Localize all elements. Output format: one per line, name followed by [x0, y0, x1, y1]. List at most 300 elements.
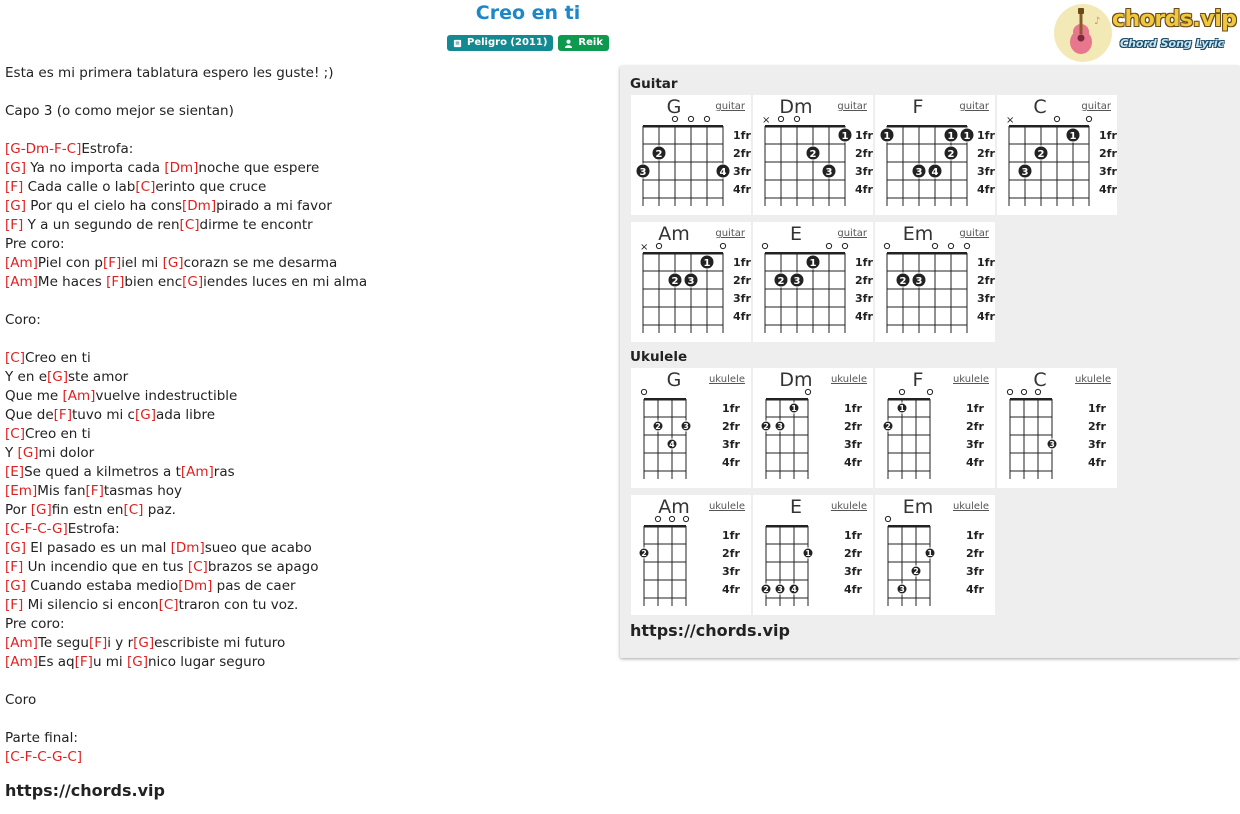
muted-string-marker: × [762, 115, 771, 126]
lyric-text: Estrofa: [67, 521, 120, 537]
finger-number: 4 [931, 167, 939, 178]
chord-link[interactable]: [G-Dm-F-C] [5, 141, 82, 157]
guitar-chord-link[interactable]: guitar [715, 101, 745, 112]
fret-label: 3fr [977, 292, 995, 305]
finger-number: 1 [1069, 131, 1077, 142]
ukulele-chord-link[interactable]: ukulele [830, 374, 867, 385]
lyric-text: Te segu [37, 635, 89, 651]
fret-label: 3fr [966, 565, 984, 578]
finger-number: 2 [763, 422, 769, 431]
guitar-chord-link[interactable]: guitar [959, 101, 989, 112]
finger-number: 2 [899, 276, 907, 287]
fret-label: 3fr [966, 438, 984, 451]
fret-label: 4fr [733, 183, 751, 196]
finger-number: 3 [793, 276, 801, 287]
lyric-text: ras [213, 464, 235, 480]
lyric-line [5, 634, 605, 653]
finger-number: 3 [915, 276, 923, 287]
fret-label: 3fr [1099, 165, 1117, 178]
ukulele-chord-diagram-em[interactable] [875, 495, 995, 615]
song-badges [0, 35, 1056, 51]
finger-number: 2 [947, 149, 955, 160]
lyric-text: dirme te encontr [199, 217, 313, 233]
chord-link[interactable]: [C] [5, 350, 25, 366]
fret-label: 1fr [844, 402, 862, 415]
chord-name: Em [902, 496, 934, 518]
chord-name: E [789, 496, 802, 518]
finger-number: 3 [683, 422, 689, 431]
lyric-text: Capo 3 (o como mejor se sientan) [5, 103, 234, 119]
lyrics-body [5, 64, 605, 800]
lyric-text: erinto que cruce [155, 179, 267, 195]
lyric-text: Que me [5, 388, 63, 404]
lyric-text: Ya no importa cada [26, 160, 165, 176]
chord-link[interactable]: [G] [134, 407, 156, 423]
ukulele-chord-link[interactable]: ukulele [708, 374, 745, 385]
chord-name: G [666, 369, 682, 391]
guitar-chord-diagram-g[interactable] [631, 95, 751, 215]
fret-label: 2fr [844, 420, 862, 433]
lyric-line [5, 235, 605, 254]
lyric-line [5, 463, 605, 482]
chord-link[interactable]: [G] [182, 274, 204, 290]
chord-link[interactable]: [F] [5, 559, 24, 575]
fret-label: 2fr [1099, 147, 1117, 160]
fret-label: 3fr [1088, 438, 1106, 451]
lyric-text: pas de caer [212, 578, 296, 594]
finger-number: 2 [1037, 149, 1045, 160]
lyric-line [5, 140, 605, 159]
lyric-text: Parte final: [5, 730, 78, 746]
lyric-text: Y a un segundo de ren [23, 217, 180, 233]
chord-link[interactable]: [F] [5, 179, 24, 195]
finger-number: 4 [669, 440, 675, 449]
fret-label: 2fr [966, 547, 984, 560]
fret-label: 3fr [844, 565, 862, 578]
ukulele-chord-link[interactable]: ukulele [830, 501, 867, 512]
fret-label: 1fr [966, 529, 984, 542]
lyric-line [5, 406, 605, 425]
chord-name: G [666, 96, 682, 118]
ukulele-chord-diagram-f[interactable] [875, 368, 995, 488]
chord-link[interactable]: [G] [30, 502, 52, 518]
chord-link[interactable]: [G] [47, 369, 68, 385]
lyric-text: nico lugar seguro [147, 654, 266, 670]
fret-label: 4fr [855, 183, 873, 196]
fret-label: 4fr [733, 310, 751, 323]
finger-number: 2 [655, 149, 663, 160]
lyric-text: ada libre [155, 407, 216, 423]
open-string-marker [964, 243, 969, 248]
lyric-text: Coro: [5, 312, 41, 328]
logo-brand-text: chords.vip [1112, 7, 1237, 32]
ukulele-chord-diagram-dm[interactable] [753, 368, 873, 488]
fret-label: 4fr [855, 310, 873, 323]
chord-name: F [912, 369, 924, 391]
fret-label: 3fr [855, 292, 873, 305]
lyric-line [5, 121, 605, 140]
fret-label: 2fr [722, 547, 740, 560]
lyric-text: mi dolor [38, 445, 95, 461]
fret-label: 1fr [977, 256, 995, 269]
lyric-text: Por qu el cielo ha cons [26, 198, 182, 214]
lyric-text: paz. [143, 502, 176, 518]
finger-number: 1 [947, 131, 955, 142]
fret-label: 1fr [844, 529, 862, 542]
ukulele-chord-diagram-am[interactable] [631, 495, 751, 615]
ukulele-chord-link[interactable]: ukulele [1074, 374, 1111, 385]
chord-link[interactable]: [Am] [5, 654, 38, 670]
song-title: Creo en ti [475, 2, 581, 24]
finger-number: 1 [883, 131, 891, 142]
logo-tagline: Chord Song Lyric [1120, 37, 1225, 50]
finger-number: 3 [1021, 167, 1029, 178]
finger-number: 3 [639, 167, 647, 178]
book-icon [453, 39, 462, 48]
finger-number: 4 [791, 585, 797, 594]
fret-label: 3fr [977, 165, 995, 178]
lyric-line [5, 729, 605, 748]
chord-link[interactable]: [F] [53, 407, 72, 423]
lyric-text: traron con tu voz. [178, 597, 299, 613]
fret-label: 2fr [844, 547, 862, 560]
finger-number: 2 [641, 549, 647, 558]
lyric-text: Piel con p [37, 255, 103, 271]
guitar-chord-diagram-am[interactable] [631, 222, 751, 342]
finger-number: 3 [825, 167, 833, 178]
guitar-chord-diagram-c[interactable] [997, 95, 1117, 215]
finger-number: 1 [703, 258, 711, 269]
finger-number: 1 [841, 131, 849, 142]
guitar-chord-link[interactable]: guitar [1081, 101, 1111, 112]
lyric-line [5, 273, 605, 292]
lyric-line [5, 710, 605, 729]
chord-link[interactable]: [Am] [5, 274, 38, 290]
finger-number: 2 [655, 422, 661, 431]
finger-number: 3 [1049, 440, 1055, 449]
lyric-line [5, 615, 605, 634]
fret-label: 4fr [1088, 456, 1106, 469]
finger-number: 2 [913, 567, 919, 576]
lyric-text: Me haces [37, 274, 107, 290]
finger-number: 1 [791, 404, 797, 413]
fret-label: 2fr [977, 147, 995, 160]
lyric-text: El pasado es un mal [26, 540, 171, 556]
fret-label: 2fr [966, 420, 984, 433]
fret-label: 1fr [855, 256, 873, 269]
lyric-line [5, 482, 605, 501]
fret-label: 1fr [722, 402, 740, 415]
lyric-text: sueo que acabo [204, 540, 312, 556]
fret-label: 3fr [733, 292, 751, 305]
panel-footer-url[interactable]: https://chords.vip [630, 621, 790, 640]
guitar-chord-link[interactable]: guitar [837, 101, 867, 112]
chord-link[interactable]: [C-F-C-G-C] [5, 749, 83, 765]
chord-name: F [912, 96, 924, 118]
lyric-line [5, 178, 605, 197]
lyric-text: brazos se apago [207, 559, 319, 575]
chord-link[interactable]: [Am] [5, 635, 38, 651]
guitar-chord-link[interactable]: guitar [837, 228, 867, 239]
finger-number: 3 [687, 276, 695, 287]
fret-label: 4fr [977, 310, 995, 323]
fret-label: 4fr [722, 583, 740, 596]
chord-link[interactable]: [Dm] [178, 578, 213, 594]
finger-number: 2 [885, 422, 891, 431]
chord-link[interactable]: [Dm] [182, 198, 217, 214]
fret-label: 2fr [722, 420, 740, 433]
fret-label: 1fr [966, 402, 984, 415]
finger-number: 2 [777, 276, 785, 287]
guitar-chord-link[interactable]: guitar [715, 228, 745, 239]
finger-number: 1 [809, 258, 817, 269]
lyric-line [5, 83, 605, 102]
lyric-text: Que de [5, 407, 54, 423]
lyric-text: Coro [5, 692, 37, 708]
lyric-text: Cuando estaba medio [26, 578, 179, 594]
fret-label: 4fr [1099, 183, 1117, 196]
fret-label: 3fr [733, 165, 751, 178]
fret-label: 3fr [844, 438, 862, 451]
lyric-text: tasmas hoy [103, 483, 182, 499]
chord-link[interactable]: [F] [5, 597, 24, 613]
lyric-text: u mi [92, 654, 127, 670]
chord-name: E [789, 223, 802, 245]
chord-diagram-panel [620, 66, 1240, 658]
chord-name: Dm [779, 369, 813, 391]
chord-link[interactable]: [C] [123, 502, 144, 518]
chord-link[interactable]: [G] [5, 198, 26, 214]
lyric-line [5, 596, 605, 615]
chord-link[interactable]: [Em] [5, 483, 38, 499]
lyric-line [5, 197, 605, 216]
lyric-text: Un incendio que en tus [23, 559, 188, 575]
fret-label: 2fr [1088, 420, 1106, 433]
chord-link[interactable]: [Am] [5, 255, 38, 271]
ukulele-chord-link[interactable]: ukulele [952, 501, 989, 512]
fret-label: 2fr [977, 274, 995, 287]
lyric-line [5, 539, 605, 558]
lyric-line [5, 387, 605, 406]
lyric-text: Y [5, 445, 18, 461]
lyric-line [5, 311, 605, 330]
fret-label: 2fr [733, 274, 751, 287]
lyric-text: tuvo mi c [71, 407, 135, 423]
chord-link[interactable]: [F] [102, 255, 122, 271]
chord-link[interactable]: [G] [162, 255, 184, 271]
guitar-chord-diagram-em[interactable] [875, 222, 995, 342]
fret-label: 3fr [855, 165, 873, 178]
fret-label: 1fr [1088, 402, 1106, 415]
lyric-line [5, 254, 605, 273]
chord-link[interactable]: [Dm] [164, 160, 199, 176]
lyric-text: Creo en ti [24, 426, 91, 442]
chord-name: Em [902, 223, 934, 245]
finger-number: 2 [809, 149, 817, 160]
lyric-text: Pre coro: [5, 236, 65, 252]
lyric-text: pirado a mi favor [216, 198, 332, 214]
chord-link[interactable]: [G] [5, 160, 26, 176]
lyric-line [5, 520, 605, 539]
fret-label: 2fr [733, 147, 751, 160]
finger-number: 1 [899, 404, 905, 413]
chord-link[interactable]: [Dm] [170, 540, 205, 556]
lyric-text: corazn se me desarma [183, 255, 338, 271]
lyric-text: Por [5, 502, 31, 518]
lyric-text: bien enc [124, 274, 183, 290]
fret-label: 1fr [733, 129, 751, 142]
chord-link[interactable]: [F] [88, 635, 108, 651]
fret-label: 1fr [722, 529, 740, 542]
finger-number: 2 [671, 276, 679, 287]
lyric-text: Y en e [5, 369, 47, 385]
finger-number: 2 [763, 585, 769, 594]
lyric-line [5, 748, 605, 767]
site-logo[interactable] [1054, 3, 1237, 61]
finger-number: 3 [915, 167, 923, 178]
chord-link[interactable]: [F] [106, 274, 125, 290]
lyric-text: Se qued a kilmetros a t [24, 464, 181, 480]
artist-badge[interactable] [558, 35, 609, 51]
muted-string-marker: × [1006, 115, 1015, 126]
chord-link[interactable]: [C] [5, 426, 25, 442]
chord-link[interactable]: [C-F-C-G] [5, 521, 68, 537]
lyric-text: noche que espere [198, 160, 320, 176]
lyric-line [5, 653, 605, 672]
lyric-line [5, 292, 605, 311]
fret-label: 2fr [855, 274, 873, 287]
ukulele-chord-diagram-g[interactable] [631, 368, 751, 488]
svg-text:♪: ♪ [1094, 16, 1101, 27]
lyrics-footer-url[interactable]: https://chords.vip [5, 781, 165, 800]
finger-number: 1 [805, 549, 811, 558]
chord-link[interactable]: [F] [74, 654, 93, 670]
lyric-line [5, 216, 605, 235]
fret-label: 4fr [722, 456, 740, 469]
chord-name: C [1033, 369, 1047, 391]
lyric-text: Mis fan [37, 483, 86, 499]
fret-label: 1fr [733, 256, 751, 269]
lyric-text: escribiste mi futuro [154, 635, 286, 651]
lyric-text: Creo en ti [24, 350, 91, 366]
user-icon [564, 39, 573, 48]
lyric-line [5, 425, 605, 444]
fret-label: 3fr [722, 438, 740, 451]
chord-link[interactable]: [F] [85, 483, 104, 499]
lyric-line [5, 501, 605, 520]
lyric-text: Esta es mi primera tablatura espero les guste! ;) [5, 65, 334, 81]
ukulele-section-title: Ukulele [630, 349, 688, 365]
fret-label: 1fr [855, 129, 873, 142]
lyric-line [5, 558, 605, 577]
ukulele-chord-link[interactable]: ukulele [952, 374, 989, 385]
lyric-line [5, 691, 605, 710]
lyric-text: iendes luces en mi alma [203, 274, 368, 290]
chord-link[interactable]: [Am] [62, 388, 96, 404]
open-string-marker [720, 243, 725, 248]
chord-name: Am [658, 223, 690, 245]
chord-link[interactable]: [G] [5, 578, 26, 594]
fret-label: 4fr [977, 183, 995, 196]
finger-number: 3 [899, 585, 905, 594]
chord-link[interactable]: [C] [158, 597, 179, 613]
page-header [0, 0, 1240, 62]
chord-link[interactable]: [C] [179, 217, 200, 233]
lyric-text: Mi silencio si encon [23, 597, 159, 613]
album-badge-label: Peligro (2011) [467, 37, 548, 48]
ukulele-chord-diagram-e[interactable] [753, 495, 873, 615]
lyric-text: Pre coro: [5, 616, 65, 632]
chord-link[interactable]: [G] [5, 540, 26, 556]
lyric-text: vuelve indestructible [95, 388, 238, 404]
chord-link[interactable]: [C] [187, 559, 208, 575]
fret-label: 1fr [977, 129, 995, 142]
lyric-text: Cada calle o lab [23, 179, 136, 195]
fret-label: 2fr [855, 147, 873, 160]
lyric-line [5, 64, 605, 83]
finger-number: 3 [777, 422, 783, 431]
ukulele-chord-link[interactable]: ukulele [708, 501, 745, 512]
lyric-line [5, 444, 605, 463]
ukulele-chord-diagram-c[interactable] [997, 368, 1117, 488]
chord-link[interactable]: [E] [5, 464, 25, 480]
muted-string-marker: × [640, 242, 649, 253]
lyric-text: i y r [107, 635, 134, 651]
lyric-text: Es aq [37, 654, 75, 670]
fret-label: 4fr [844, 583, 862, 596]
fret-label: 4fr [844, 456, 862, 469]
fret-label: 4fr [966, 583, 984, 596]
lyric-text: Estrofa: [81, 141, 134, 157]
fret-label: 3fr [722, 565, 740, 578]
guitar-chord-link[interactable]: guitar [959, 228, 989, 239]
guitar-section-title: Guitar [630, 76, 678, 92]
chord-link[interactable]: [C] [135, 179, 156, 195]
lyric-text: ste amor [68, 369, 129, 385]
lyric-line [5, 368, 605, 387]
finger-number: 4 [719, 167, 727, 178]
lyric-text: iel mi [121, 255, 163, 271]
lyric-line [5, 102, 605, 121]
album-badge[interactable] [447, 35, 553, 51]
chord-name: Dm [779, 96, 813, 118]
chord-link[interactable]: [Am] [180, 464, 214, 480]
lyric-line [5, 672, 605, 691]
chord-link[interactable]: [G] [126, 654, 148, 670]
open-string-marker [1086, 116, 1091, 121]
chord-link[interactable]: [G] [133, 635, 155, 651]
chord-link[interactable]: [F] [5, 217, 24, 233]
guitar-chord-diagram-e[interactable] [753, 222, 873, 342]
guitar-chord-diagram-dm[interactable] [753, 95, 873, 215]
finger-number: 1 [963, 131, 971, 142]
artist-badge-label: Reik [578, 37, 603, 48]
finger-number: 3 [777, 585, 783, 594]
guitar-chord-diagram-f[interactable] [875, 95, 995, 215]
chord-link[interactable]: [G] [17, 445, 39, 461]
lyric-text: fin estn en [51, 502, 124, 518]
finger-number: 1 [927, 549, 933, 558]
lyric-line [5, 577, 605, 596]
open-string-marker [842, 243, 847, 248]
guitar-logo-icon [1054, 4, 1112, 62]
lyric-line [5, 159, 605, 178]
chord-name: Am [658, 496, 690, 518]
chord-name: C [1033, 96, 1047, 118]
fret-label: 1fr [1099, 129, 1117, 142]
lyric-line [5, 330, 605, 349]
lyric-line [5, 349, 605, 368]
